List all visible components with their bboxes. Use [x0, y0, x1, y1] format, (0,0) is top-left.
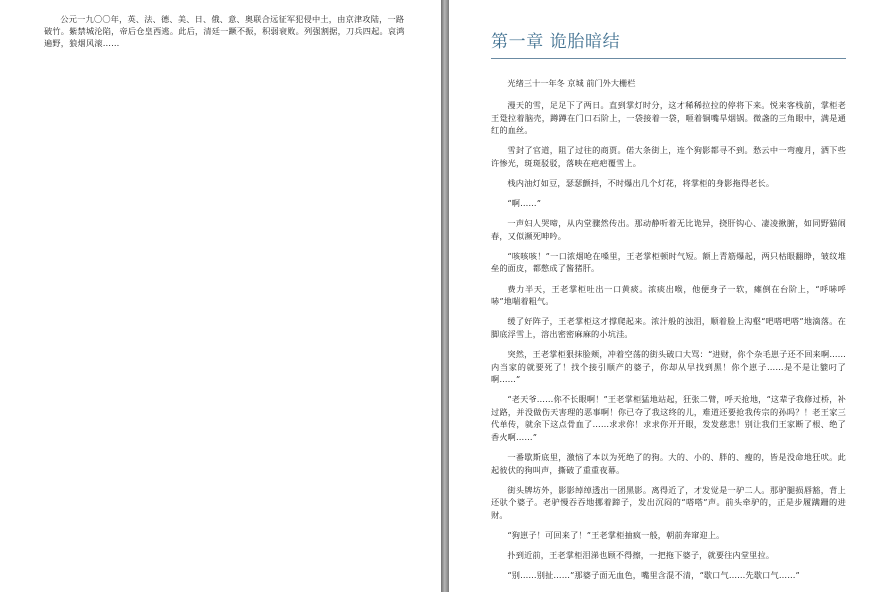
body-paragraph: 雪封了官道，阻了过往的商贾。偌大条街上，连个狗影都寻不到。愁云中一弯瘦月，洒下些许惨光，斑斑驳驳，落映在疤疤覆雪上。: [491, 145, 846, 168]
body-paragraph: 扑到近前，王老掌柜泪涕也顾不得擦，一把拖下婆子，就要往内堂里拉。: [507, 550, 775, 561]
body-paragraph: 缓了好阵子，王老掌柜这才撑爬起来。浓汁般的浊泪，顺着脸上沟壑“吧嗒吧嗒”地滴落。在脚底浮雪上，溶出密密麻麻的小坑洼。: [491, 316, 846, 339]
body-paragraph: “咳咳咳！”一口浓烟呛在嗓里，王老掌柜顿时气短。额上青筋爆起，两只枯眼翻睁，皱纹堆垒的面皮，都憋成了酱猪肝。: [491, 250, 846, 274]
prologue-paragraph: 公元一九〇〇年，英、法、德、美、日、俄、意、奥联合远征军犯侵中土，由京津攻陆，一路破竹。紫禁城沦陷，帝后仓皇西逃。此后，清廷一蹶不振，积弱衰败。列强割据，刀兵四起。哀鸿遍野，狼烟风滚……: [44, 14, 405, 49]
page-gutter: [441, 0, 449, 592]
body-paragraph: “狗崽子！可回来了！”王老掌柜抽疯一般，朝前奔窜迎上。: [507, 530, 725, 541]
right-page: [449, 0, 892, 592]
body-paragraph: 街头牌坊外，影影绰绰透出一团黑影。离得近了，才发觉是一驴二人。那驴腿损唇豁，背上还驮个婆子。老驴慢吞吞地挪着蹄子，发出沉闷的“嗒嗒”声。前头牵驴的，正是步履蹒跚的进财。: [491, 484, 846, 520]
body-paragraph: 漫天的雪，足足下了两日。直到掌灯时分，这才稀稀拉拉的停将下来。悦来客栈前，掌柜老王跫拉着脑壳，蹲蹲在门口石阶上，一袋接着一袋，咂着铜嘴旱烟锅。微盏的三角眼中，满是通红的血丝。: [491, 100, 846, 136]
body-paragraph: “啊……”: [507, 198, 542, 209]
body-paragraph: “老天爷……你不长眼啊！”王老掌柜猛地站起，狂张二臂，呼天抢地，“这辈子我修过桥，补过路，并没做伤天害理的恶事啊！你已夺了我这终的儿，难道还要抢我传宗的孙吗？！老王家三代单传，就余下这点骨血了……求求你！求求你开开眼，发发慈悲！别让我们王家断了根、绝了香火啊……”: [491, 394, 846, 442]
body-paragraph: 一番歇斯底里，激恼了本以为死绝了的狗。大的、小的、胖的、瘦的，皆是没命地狂吠。此起彼伏的狗叫声，撕破了重重夜幕。: [491, 452, 846, 475]
body-paragraph: 栈内油灯如豆，瑟瑟颤抖，不时爆出几个灯花，将掌柜的身影拖得老长。: [507, 177, 775, 188]
chapter-subtitle: 光绪三十一年冬 京城 前门外大栅栏: [507, 78, 636, 88]
body-paragraph: 突然，王老掌柜狠抹脸颊，冲着空荡的街头破口大骂：“进财，你个杂毛崽子还不回来啊……内当家的就要死了！找个接引顺产的婆子，你却从早找到黑！你个崽子……是不是让貔叼了啊……”: [491, 348, 846, 385]
chapter-title: 第一章 诡胎暗结: [491, 30, 846, 59]
body-paragraph: 一声妇人哭啼，从内堂骤然传出。那动静听着无比诡异，挠肝钩心、凄凌揪腑，如同野猫闹春，又似濒死呻吟。: [491, 218, 846, 241]
body-paragraph: 费力半天，王老掌柜吐出一口黄痰。浓痰出喉，他便身子一软，瘫倒在台阶上，“呼哧呼哧”地喘着粗气。: [491, 283, 846, 307]
body-paragraph: “别……别扯……”那婆子面无血色，嘴里含混不清，“歇口气……先歇口气……”: [507, 570, 800, 581]
left-page: [0, 0, 441, 592]
